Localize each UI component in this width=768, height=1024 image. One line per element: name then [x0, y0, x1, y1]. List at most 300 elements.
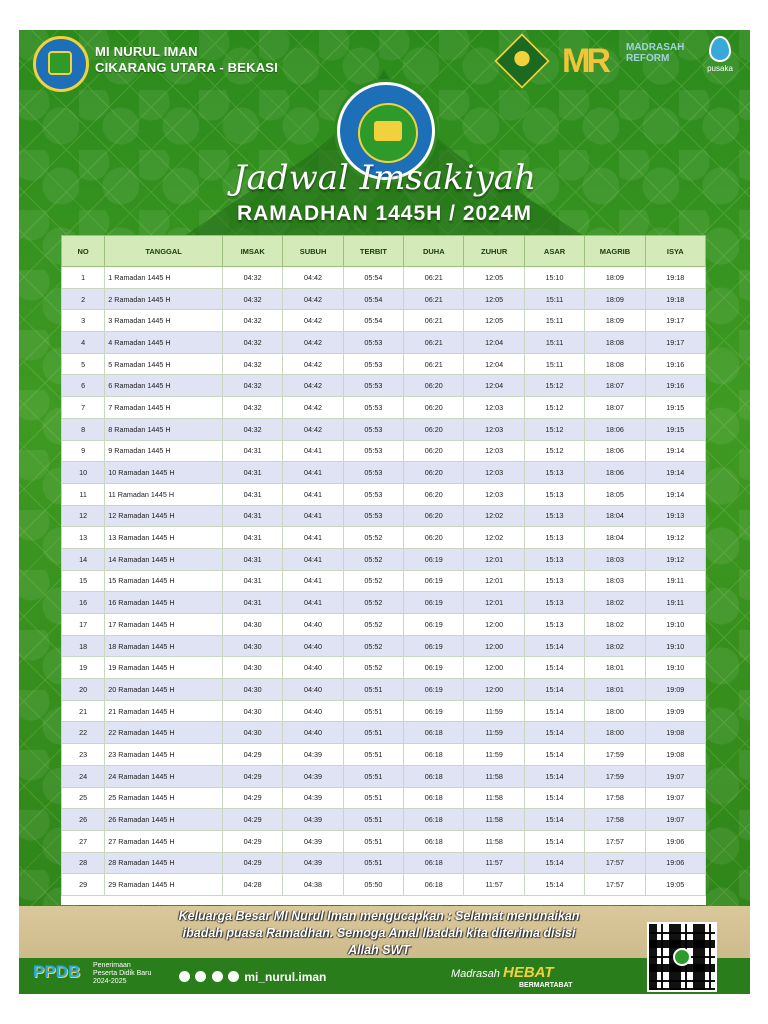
- row-time-terbit: 05:52: [343, 592, 403, 614]
- row-time-duha: 06:19: [404, 679, 464, 701]
- table-row: [62, 332, 706, 354]
- row-time-asar: 15:12: [524, 397, 584, 419]
- row-time-isya: 19:16: [645, 353, 705, 375]
- row-date: 8 Ramadan 1445 H: [105, 418, 223, 440]
- row-time-magrib: 18:09: [585, 267, 645, 289]
- row-time-duha: 06:21: [404, 332, 464, 354]
- row-date: 14 Ramadan 1445 H: [105, 548, 223, 570]
- row-number: 12: [62, 505, 105, 527]
- greeting-banner: [19, 906, 750, 966]
- table-row: [62, 765, 706, 787]
- row-time-magrib: 18:01: [585, 679, 645, 701]
- row-time-subuh: 04:42: [283, 310, 343, 332]
- row-time-zuhur: 12:03: [464, 462, 524, 484]
- row-time-isya: 19:17: [645, 332, 705, 354]
- row-date: 5 Ramadan 1445 H: [105, 353, 223, 375]
- row-time-asar: 15:12: [524, 375, 584, 397]
- row-time-imsak: 04:31: [222, 527, 282, 549]
- table-row: [62, 874, 706, 896]
- row-time-subuh: 04:41: [283, 483, 343, 505]
- row-time-terbit: 05:51: [343, 722, 403, 744]
- row-time-duha: 06:19: [404, 614, 464, 636]
- madrasah-hebat-logo: [451, 964, 573, 989]
- row-time-magrib: 18:06: [585, 418, 645, 440]
- row-time-zuhur: 12:01: [464, 548, 524, 570]
- table-row: [62, 700, 706, 722]
- row-date: 28 Ramadan 1445 H: [105, 852, 223, 874]
- row-time-duha: 06:21: [404, 310, 464, 332]
- row-time-magrib: 18:02: [585, 614, 645, 636]
- row-time-isya: 19:10: [645, 635, 705, 657]
- row-time-terbit: 05:50: [343, 874, 403, 896]
- row-time-asar: 15:11: [524, 310, 584, 332]
- row-time-terbit: 05:51: [343, 700, 403, 722]
- row-time-isya: 19:05: [645, 874, 705, 896]
- row-time-subuh: 04:42: [283, 288, 343, 310]
- table-row: [62, 679, 706, 701]
- row-time-zuhur: 11:57: [464, 852, 524, 874]
- row-time-terbit: 05:51: [343, 787, 403, 809]
- row-time-isya: 19:15: [645, 397, 705, 419]
- row-time-terbit: 05:51: [343, 765, 403, 787]
- row-time-asar: 15:14: [524, 679, 584, 701]
- table-row: [62, 527, 706, 549]
- row-time-isya: 19:07: [645, 765, 705, 787]
- row-time-subuh: 04:42: [283, 353, 343, 375]
- row-number: 8: [62, 418, 105, 440]
- row-time-isya: 19:12: [645, 548, 705, 570]
- row-number: 19: [62, 657, 105, 679]
- row-time-zuhur: 11:58: [464, 809, 524, 831]
- table-row: [62, 744, 706, 766]
- row-time-zuhur: 11:59: [464, 700, 524, 722]
- social-handle[interactable]: mi_nurul.iman: [244, 970, 327, 984]
- row-time-subuh: 04:39: [283, 765, 343, 787]
- row-time-duha: 06:19: [404, 570, 464, 592]
- row-time-subuh: 04:42: [283, 267, 343, 289]
- row-time-terbit: 05:53: [343, 418, 403, 440]
- madrasah-label: Madrasah: [451, 968, 500, 980]
- row-time-imsak: 04:28: [222, 874, 282, 896]
- row-time-asar: 15:14: [524, 744, 584, 766]
- row-time-imsak: 04:30: [222, 722, 282, 744]
- row-time-subuh: 04:40: [283, 700, 343, 722]
- title-script: Jadwal Imsakiyah: [233, 158, 536, 198]
- row-time-zuhur: 12:01: [464, 570, 524, 592]
- facebook-icon[interactable]: [179, 971, 190, 982]
- row-time-terbit: 05:53: [343, 505, 403, 527]
- row-time-subuh: 04:42: [283, 418, 343, 440]
- row-date: 23 Ramadan 1445 H: [105, 744, 223, 766]
- row-date: 18 Ramadan 1445 H: [105, 635, 223, 657]
- row-time-terbit: 05:53: [343, 440, 403, 462]
- row-time-zuhur: 12:02: [464, 505, 524, 527]
- pusaka-label: pusaka: [707, 64, 733, 73]
- row-time-isya: 19:15: [645, 418, 705, 440]
- row-time-duha: 06:18: [404, 874, 464, 896]
- header-zuhur: ZUHUR: [464, 236, 524, 267]
- table-row: [62, 592, 706, 614]
- row-date: 7 Ramadan 1445 H: [105, 397, 223, 419]
- row-number: 26: [62, 809, 105, 831]
- row-date: 1 Ramadan 1445 H: [105, 267, 223, 289]
- row-date: 25 Ramadan 1445 H: [105, 787, 223, 809]
- row-time-terbit: 05:53: [343, 353, 403, 375]
- row-time-asar: 15:14: [524, 765, 584, 787]
- row-time-duha: 06:18: [404, 830, 464, 852]
- row-time-isya: 19:07: [645, 809, 705, 831]
- row-time-zuhur: 12:03: [464, 483, 524, 505]
- row-time-imsak: 04:32: [222, 418, 282, 440]
- row-date: 16 Ramadan 1445 H: [105, 592, 223, 614]
- row-time-asar: 15:13: [524, 462, 584, 484]
- row-time-terbit: 05:51: [343, 744, 403, 766]
- row-time-zuhur: 12:03: [464, 397, 524, 419]
- row-time-imsak: 04:30: [222, 657, 282, 679]
- row-time-magrib: 17:59: [585, 744, 645, 766]
- row-number: 2: [62, 288, 105, 310]
- header-no: NO: [62, 236, 105, 267]
- row-number: 28: [62, 852, 105, 874]
- row-time-magrib: 18:00: [585, 700, 645, 722]
- emblem-book-icon: [358, 103, 418, 163]
- row-number: 18: [62, 635, 105, 657]
- row-time-zuhur: 11:58: [464, 830, 524, 852]
- row-time-asar: 15:13: [524, 548, 584, 570]
- row-time-terbit: 05:51: [343, 679, 403, 701]
- row-time-isya: 19:17: [645, 310, 705, 332]
- row-time-duha: 06:21: [404, 267, 464, 289]
- row-time-magrib: 18:02: [585, 635, 645, 657]
- table-row: [62, 505, 706, 527]
- row-time-duha: 06:19: [404, 548, 464, 570]
- row-time-terbit: 05:51: [343, 809, 403, 831]
- row-time-zuhur: 11:57: [464, 874, 524, 896]
- school-name: [95, 44, 278, 76]
- row-number: 6: [62, 375, 105, 397]
- title-main: RAMADHAN 1445H / 2024M: [236, 202, 533, 225]
- row-time-isya: 19:10: [645, 614, 705, 636]
- row-time-asar: 15:13: [524, 527, 584, 549]
- row-time-imsak: 04:29: [222, 809, 282, 831]
- row-time-isya: 19:08: [645, 744, 705, 766]
- row-time-asar: 15:14: [524, 874, 584, 896]
- row-time-isya: 19:14: [645, 483, 705, 505]
- pusaka-drop-icon: [709, 36, 731, 62]
- table-row: [62, 310, 706, 332]
- header-asar: ASAR: [524, 236, 584, 267]
- row-time-isya: 19:08: [645, 722, 705, 744]
- row-time-duha: 06:18: [404, 809, 464, 831]
- bermartabat-label: BERMARTABAT: [519, 982, 573, 989]
- row-number: 16: [62, 592, 105, 614]
- row-time-zuhur: 12:05: [464, 310, 524, 332]
- row-time-terbit: 05:52: [343, 527, 403, 549]
- school-logo: [33, 36, 89, 92]
- table-row: [62, 787, 706, 809]
- row-time-magrib: 18:04: [585, 505, 645, 527]
- row-date: 6 Ramadan 1445 H: [105, 375, 223, 397]
- row-time-duha: 06:19: [404, 700, 464, 722]
- row-number: 29: [62, 874, 105, 896]
- row-time-isya: 19:11: [645, 592, 705, 614]
- row-time-terbit: 05:53: [343, 375, 403, 397]
- row-time-imsak: 04:31: [222, 440, 282, 462]
- row-time-magrib: 17:57: [585, 874, 645, 896]
- table-row: [62, 722, 706, 744]
- row-time-imsak: 04:29: [222, 787, 282, 809]
- row-time-zuhur: 12:00: [464, 614, 524, 636]
- row-time-subuh: 04:41: [283, 527, 343, 549]
- row-time-zuhur: 11:58: [464, 765, 524, 787]
- row-time-asar: 15:14: [524, 830, 584, 852]
- row-time-isya: 19:14: [645, 462, 705, 484]
- row-date: 29 Ramadan 1445 H: [105, 874, 223, 896]
- imsakiyah-table: [61, 235, 706, 896]
- row-time-subuh: 04:38: [283, 874, 343, 896]
- row-number: 4: [62, 332, 105, 354]
- row-time-zuhur: 12:04: [464, 375, 524, 397]
- row-time-terbit: 05:53: [343, 397, 403, 419]
- row-time-imsak: 04:31: [222, 548, 282, 570]
- school-name-line2: CIKARANG UTARA - BEKASI: [95, 60, 278, 75]
- row-number: 14: [62, 548, 105, 570]
- row-date: 11 Ramadan 1445 H: [105, 483, 223, 505]
- row-time-subuh: 04:41: [283, 548, 343, 570]
- row-time-zuhur: 12:02: [464, 527, 524, 549]
- row-number: 23: [62, 744, 105, 766]
- row-time-imsak: 04:29: [222, 765, 282, 787]
- row-time-duha: 06:18: [404, 765, 464, 787]
- row-date: 20 Ramadan 1445 H: [105, 679, 223, 701]
- row-time-zuhur: 11:59: [464, 722, 524, 744]
- poster: [19, 30, 750, 994]
- row-time-imsak: 04:31: [222, 462, 282, 484]
- row-date: 15 Ramadan 1445 H: [105, 570, 223, 592]
- row-date: 4 Ramadan 1445 H: [105, 332, 223, 354]
- row-time-subuh: 04:42: [283, 375, 343, 397]
- row-time-duha: 06:21: [404, 288, 464, 310]
- row-time-imsak: 04:32: [222, 375, 282, 397]
- row-date: 19 Ramadan 1445 H: [105, 657, 223, 679]
- row-time-magrib: 18:00: [585, 722, 645, 744]
- row-number: 11: [62, 483, 105, 505]
- row-time-subuh: 04:40: [283, 657, 343, 679]
- row-time-terbit: 05:51: [343, 830, 403, 852]
- row-time-zuhur: 12:05: [464, 267, 524, 289]
- row-time-duha: 06:19: [404, 592, 464, 614]
- greeting-line3: Allah SWT: [348, 943, 410, 957]
- row-time-imsak: 04:29: [222, 830, 282, 852]
- row-number: 17: [62, 614, 105, 636]
- row-time-zuhur: 12:01: [464, 592, 524, 614]
- row-time-duha: 06:21: [404, 353, 464, 375]
- row-time-asar: 15:14: [524, 657, 584, 679]
- row-time-imsak: 04:29: [222, 744, 282, 766]
- row-time-magrib: 18:07: [585, 375, 645, 397]
- row-time-zuhur: 12:00: [464, 635, 524, 657]
- row-date: 12 Ramadan 1445 H: [105, 505, 223, 527]
- row-time-isya: 19:14: [645, 440, 705, 462]
- pusaka-logo: [705, 36, 735, 84]
- table-row: [62, 418, 706, 440]
- ppdb-sub-line1: Penerimaan: [93, 962, 131, 969]
- row-time-asar: 15:13: [524, 505, 584, 527]
- row-number: 13: [62, 527, 105, 549]
- row-time-zuhur: 12:00: [464, 679, 524, 701]
- instagram-icon[interactable]: [195, 971, 206, 982]
- row-time-asar: 15:14: [524, 787, 584, 809]
- row-number: 27: [62, 830, 105, 852]
- ppdb-sub-line2: Peserta Didik Baru: [93, 970, 152, 977]
- greeting-text: [119, 908, 639, 959]
- row-number: 20: [62, 679, 105, 701]
- row-time-magrib: 17:57: [585, 852, 645, 874]
- row-time-subuh: 04:40: [283, 635, 343, 657]
- row-time-duha: 06:20: [404, 505, 464, 527]
- row-time-magrib: 18:04: [585, 527, 645, 549]
- row-time-imsak: 04:31: [222, 592, 282, 614]
- row-time-asar: 15:11: [524, 288, 584, 310]
- row-time-zuhur: 12:03: [464, 440, 524, 462]
- row-date: 3 Ramadan 1445 H: [105, 310, 223, 332]
- row-time-duha: 06:18: [404, 787, 464, 809]
- row-time-magrib: 18:03: [585, 570, 645, 592]
- row-number: 5: [62, 353, 105, 375]
- row-date: 13 Ramadan 1445 H: [105, 527, 223, 549]
- table-row: [62, 353, 706, 375]
- row-time-asar: 15:14: [524, 809, 584, 831]
- header-tanggal: TANGGAL: [105, 236, 223, 267]
- row-time-terbit: 05:52: [343, 635, 403, 657]
- row-time-asar: 15:12: [524, 440, 584, 462]
- social-links: [179, 970, 326, 984]
- row-time-imsak: 04:32: [222, 310, 282, 332]
- table-row: [62, 462, 706, 484]
- row-time-subuh: 04:41: [283, 592, 343, 614]
- row-number: 1: [62, 267, 105, 289]
- table-row: [62, 657, 706, 679]
- row-time-isya: 19:18: [645, 288, 705, 310]
- row-time-imsak: 04:30: [222, 679, 282, 701]
- header-magrib: MAGRIB: [585, 236, 645, 267]
- row-time-magrib: 17:58: [585, 809, 645, 831]
- row-time-imsak: 04:32: [222, 267, 282, 289]
- row-time-subuh: 04:39: [283, 852, 343, 874]
- row-time-isya: 19:10: [645, 657, 705, 679]
- header-duha: DUHA: [404, 236, 464, 267]
- row-date: 22 Ramadan 1445 H: [105, 722, 223, 744]
- table-row: [62, 852, 706, 874]
- row-time-magrib: 18:09: [585, 310, 645, 332]
- row-time-terbit: 05:52: [343, 614, 403, 636]
- row-time-magrib: 18:01: [585, 657, 645, 679]
- row-number: 25: [62, 787, 105, 809]
- row-time-magrib: 18:08: [585, 332, 645, 354]
- row-time-magrib: 18:09: [585, 288, 645, 310]
- row-time-imsak: 04:30: [222, 700, 282, 722]
- row-time-imsak: 04:32: [222, 353, 282, 375]
- row-time-terbit: 05:52: [343, 548, 403, 570]
- row-time-terbit: 05:54: [343, 267, 403, 289]
- row-date: 24 Ramadan 1445 H: [105, 765, 223, 787]
- row-time-imsak: 04:32: [222, 332, 282, 354]
- row-time-asar: 15:13: [524, 570, 584, 592]
- mr-mark-icon: MR: [562, 42, 607, 80]
- row-number: 9: [62, 440, 105, 462]
- row-time-magrib: 17:59: [585, 765, 645, 787]
- row-time-subuh: 04:40: [283, 722, 343, 744]
- row-time-subuh: 04:42: [283, 332, 343, 354]
- row-number: 10: [62, 462, 105, 484]
- row-time-asar: 15:14: [524, 722, 584, 744]
- row-time-isya: 19:06: [645, 852, 705, 874]
- madrasah-reform-logo: [562, 40, 702, 80]
- row-date: 9 Ramadan 1445 H: [105, 440, 223, 462]
- row-time-magrib: 18:06: [585, 462, 645, 484]
- table-row: [62, 288, 706, 310]
- row-time-imsak: 04:30: [222, 614, 282, 636]
- row-time-magrib: 18:03: [585, 548, 645, 570]
- row-number: 21: [62, 700, 105, 722]
- row-time-asar: 15:14: [524, 635, 584, 657]
- youtube-icon[interactable]: [212, 971, 223, 982]
- table-row: [62, 440, 706, 462]
- table-row: [62, 570, 706, 592]
- row-number: 3: [62, 310, 105, 332]
- row-time-asar: 15:13: [524, 592, 584, 614]
- row-time-isya: 19:11: [645, 570, 705, 592]
- footer: [19, 958, 750, 994]
- row-time-zuhur: 12:04: [464, 353, 524, 375]
- row-time-subuh: 04:39: [283, 787, 343, 809]
- row-time-asar: 15:13: [524, 614, 584, 636]
- table-header-row: [62, 236, 706, 267]
- row-time-subuh: 04:39: [283, 830, 343, 852]
- qr-code[interactable]: [647, 922, 717, 992]
- row-time-duha: 06:20: [404, 483, 464, 505]
- row-time-magrib: 18:08: [585, 353, 645, 375]
- table-row: [62, 635, 706, 657]
- row-number: 15: [62, 570, 105, 592]
- table-row: [62, 809, 706, 831]
- imsakiyah-table-container: [61, 235, 706, 905]
- school-name-line1: MI NURUL IMAN: [95, 44, 198, 59]
- row-time-imsak: 04:31: [222, 570, 282, 592]
- row-time-subuh: 04:41: [283, 462, 343, 484]
- row-date: 21 Ramadan 1445 H: [105, 700, 223, 722]
- row-time-imsak: 04:31: [222, 505, 282, 527]
- row-time-duha: 06:18: [404, 744, 464, 766]
- greeting-line1: Keluarga Besar MI Nurul Iman mengucapkan : Selamat menunaikan: [178, 909, 580, 923]
- row-time-zuhur: 12:03: [464, 418, 524, 440]
- row-date: 26 Ramadan 1445 H: [105, 809, 223, 831]
- table-row: [62, 267, 706, 289]
- header-terbit: TERBIT: [343, 236, 403, 267]
- row-time-subuh: 04:41: [283, 440, 343, 462]
- row-time-asar: 15:10: [524, 267, 584, 289]
- row-date: 10 Ramadan 1445 H: [105, 462, 223, 484]
- row-time-isya: 19:12: [645, 527, 705, 549]
- row-time-magrib: 17:58: [585, 787, 645, 809]
- table-row: [62, 614, 706, 636]
- row-date: 27 Ramadan 1445 H: [105, 830, 223, 852]
- table-row: [62, 483, 706, 505]
- row-date: 17 Ramadan 1445 H: [105, 614, 223, 636]
- header-isya: ISYA: [645, 236, 705, 267]
- tiktok-icon[interactable]: [228, 971, 239, 982]
- row-time-isya: 19:09: [645, 679, 705, 701]
